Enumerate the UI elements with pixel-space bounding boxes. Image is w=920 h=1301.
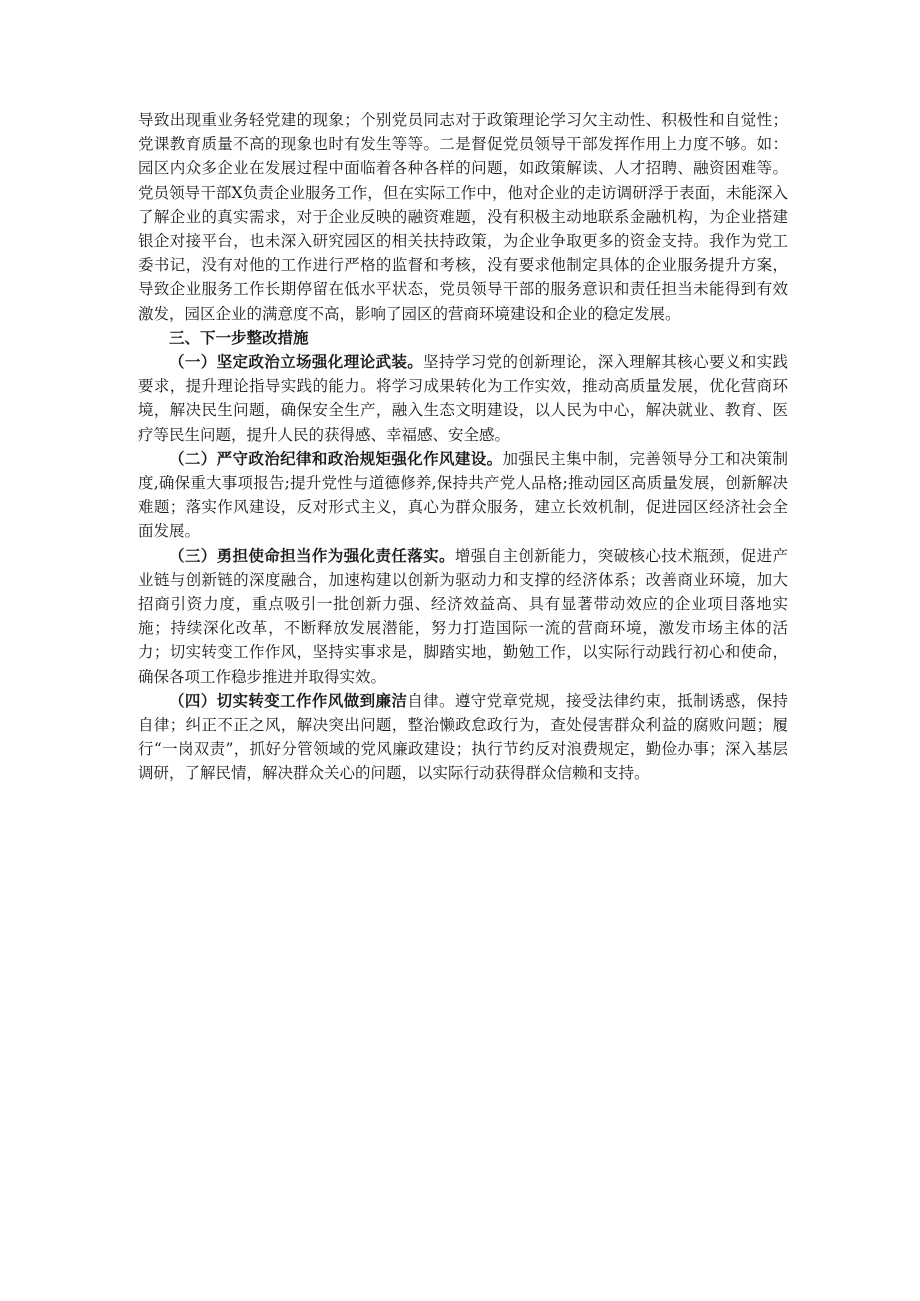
measure-item-2 bbox=[138, 447, 788, 544]
measure-item-3 bbox=[138, 544, 788, 689]
section-heading: 三、下一步整改措施 bbox=[169, 327, 309, 347]
measure-item-1 bbox=[138, 350, 788, 447]
measure-item-1-body: 坚持学习党的创新理论，深入理解其核心要义和实践要求，提升理论指导实践的能力。将学习成果转化为工作实效，推动高质量发展，优化营商环境，解决民生问题，确保安全生产，融入生态文明建设，以人民为中心，解决就业、教育、医疗等民生问题，提升人民的获得感、幸福感、安全感。 bbox=[138, 353, 788, 444]
document-body bbox=[138, 108, 788, 786]
measure-item-4-lead: （四）切实转变工作作风做到廉洁 bbox=[169, 690, 408, 710]
measure-item-1-lead: （一）坚定政治立场强化理论武装。 bbox=[169, 352, 424, 372]
measure-item-3-lead: （三）勇担使命担当作为强化责任落实。 bbox=[169, 545, 455, 565]
measure-item-4-body: 自律。遵守党章党规，接受法律约束，抵制诱惑，保持自律；纠正不正之风，解决突出问题，整治懒政怠政行为，查处侵害群众利益的腐败问题；履行“一岗双责”，抓好分管领域的党风廉政建设；执行节约反对浪费规定，勤俭办事；深入基层调研，了解民情，解决群众关心的问题，以实际行动获得群众信赖和支持。 bbox=[138, 691, 788, 783]
measure-item-4 bbox=[138, 689, 788, 786]
intro-paragraph: 导致出现重业务轻党建的现象；个别党员同志对于政策理论学习欠主动性、积极性和自觉性；党课教育质量不高的现象也时有发生等等。二是督促党员领导干部发挥作用上力度不够。如：园区内众多企业在发展过程中面临着各种各样的问题，如政策解读、人才招聘、融资困难等。党员领导干部X负责企业服务工作，但在实际工作中，他对企业的走访调研浮于表面，未能深入了解企业的真实需求，对于企业反映的融资难题，没有积极主动地联系金融机构，为企业搭建银企对接平台，也未深入研究园区的相关扶持政策，为企业争取更多的资金支持。我作为党工委书记，没有对他的工作进行严格的监督和考核，没有要求他制定具体的企业服务提升方案，导致企业服务工作长期停留在低水平状态，党员领导干部的服务意识和责任担当未能得到有效激发，园区企业的满意度不高，影响了园区的营商环境建设和企业的稳定发展。 bbox=[138, 111, 788, 323]
measure-item-2-lead: （二）严守政治纪律和政治规矩强化作风建设。 bbox=[169, 448, 503, 468]
measure-item-2-body: 加强民主集中制，完善领导分工和决策制度,确保重大事项报告;提升党性与道德修养,保持共产党人品格;推动园区高质量发展，创新解决难题；落实作风建设，反对形式主义，真心为群众服务，建立长效机制，促进园区经济社会全面发展。 bbox=[138, 449, 788, 541]
measure-item-3-body: 增强自主创新能力，突破核心技术瓶颈，促进产业链与创新链的深度融合，加速构建以创新为驱动力和支撑的经济体系；改善商业环境，加大招商引资力度，重点吸引一批创新力强、经济效益高、具有显著带动效应的企业项目落地实施；持续深化改革，不断释放发展潜能，努力打造国际一流的营商环境，激发市场主体的活力；切实转变工作作风，坚持实事求是，脚踏实地，勤勉工作，以实际行动践行初心和使命，确保各项工作稳步推进并取得实效。 bbox=[138, 546, 788, 686]
